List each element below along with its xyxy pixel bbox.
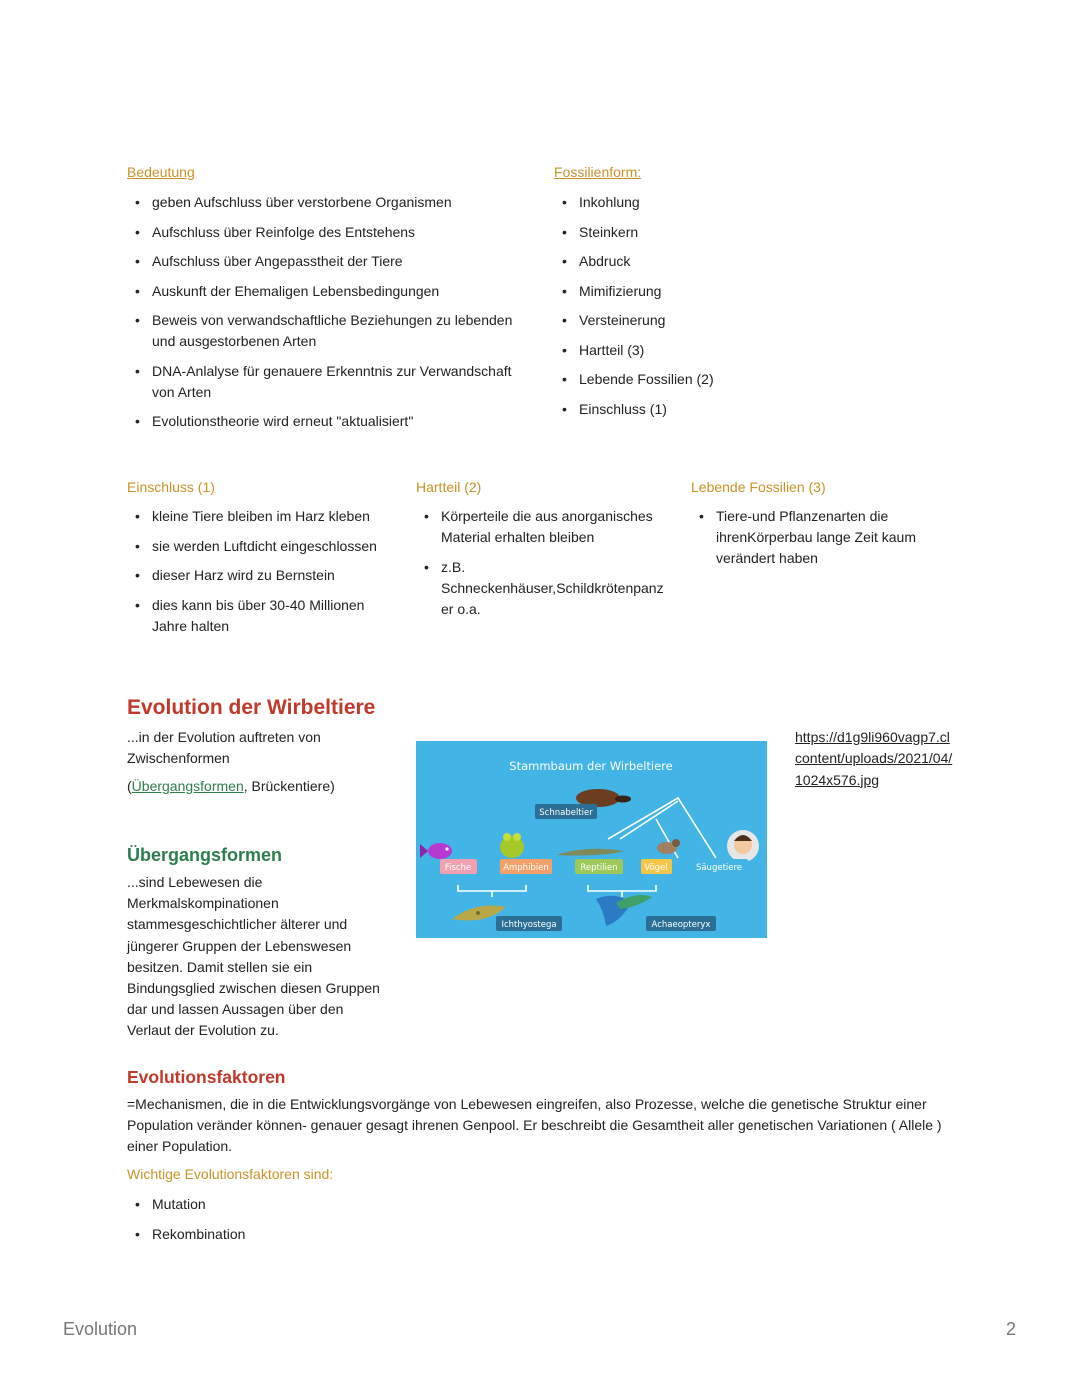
list-item: • Hartteil (3) — [554, 340, 804, 361]
lebende-heading: Lebende Fossilien (3) — [691, 479, 826, 495]
faktoren-subheading: Wichtige Evolutionsfaktoren sind: — [127, 1166, 334, 1182]
list-item: • Lebende Fossilien (2) — [554, 369, 804, 390]
list-item: • Auskunft der Ehemaligen Lebensbedingungen — [127, 281, 537, 302]
list-item: • sie werden Luftdicht eingeschlossen — [127, 536, 387, 557]
bedeutung-list — [127, 192, 537, 441]
wirbeltiere-intro: ...in der Evolution auftreten von Zwischenformen — [127, 729, 321, 767]
list-item: • Rekombination — [127, 1224, 427, 1245]
label-saeugetiere: Säugetiere — [695, 863, 743, 873]
list-item: • dies kann bis über 30-40 Millionen Jahre halten — [127, 595, 387, 637]
label-fische: Fische — [444, 863, 472, 873]
list-item: • z.B. Schneckenhäuser,Schildkrötenpanzer o.a. — [416, 557, 668, 620]
list-item: • Versteinerung — [554, 310, 804, 331]
list-item: • Evolutionstheorie wird erneut "aktualisiert" — [127, 411, 537, 432]
uebergang-title: Übergangsformen — [127, 845, 283, 865]
list-item: • Abdruck — [554, 251, 804, 272]
hartteil-heading: Hartteil (2) — [416, 479, 482, 495]
wirbeltiere-title: Evolution der Wirbeltiere — [127, 696, 376, 719]
label-amphibien: Amphibien — [503, 863, 549, 873]
source-link-line[interactable]: https://d1g9li960vagp7.cl — [795, 729, 950, 745]
label-schnabeltier: Schnabeltier — [539, 808, 593, 818]
list-item: • Mimifizierung — [554, 281, 804, 302]
source-link[interactable] — [795, 727, 953, 791]
frog-icon — [500, 833, 524, 858]
source-link-line[interactable]: 1024x576.jpg — [795, 771, 880, 788]
label-ichthyostega: Ichthyostega — [501, 920, 557, 930]
list-item: • kleine Tiere bleiben im Harz kleben — [127, 506, 387, 527]
list-item: • Mutation — [127, 1194, 427, 1215]
list-item: • Aufschluss über Angepasstheit der Tiere — [127, 251, 537, 272]
uebergangsformen-link[interactable]: Übergangsformen — [131, 778, 244, 794]
list-item: • DNA-Anlalyse für genauere Erkenntnis zur Verwandschaft von Arten — [127, 361, 537, 403]
faktoren-title: Evolutionsfaktoren — [127, 1067, 286, 1087]
label-reptilien: Reptilien — [580, 863, 618, 873]
einschluss-list — [127, 506, 387, 645]
source-link-line[interactable]: content/uploads/2021/04/ — [795, 750, 953, 767]
faktoren-list — [127, 1194, 427, 1253]
label-voegel: Vögel — [644, 863, 668, 873]
list-item: • Körperteile die aus anorganisches Material erhalten bleiben — [416, 506, 668, 548]
uebergang-text: ...sind Lebewesen die Merkmalskompinationen stammesgeschichtlicher älterer und jüngerer Gruppen der Lebenswesen besitzen. Damit stellen sie ein Bindungsglied zwischen diesen Gruppen dar und lassen Aussagen über den Verlaut der Evolution zu. — [127, 874, 380, 1039]
label-achaeopteryx: Achaeopteryx — [651, 920, 711, 930]
list-item: • Beweis von verwandschaftliche Beziehungen zu lebenden und ausgestorbenen Arten — [127, 310, 537, 352]
wirbeltiere-links: (Übergangsformen, Brückentiere) — [127, 778, 335, 794]
hartteil-list — [416, 506, 668, 628]
einschluss-heading: Einschluss (1) — [127, 479, 215, 495]
fossilienform-heading: Fossilienform: — [554, 164, 642, 180]
list-item: • geben Aufschluss über verstorbene Organismen — [127, 192, 537, 213]
diagram-title: Stammbaum der Wirbeltiere — [509, 759, 673, 773]
footer-title: Evolution — [63, 1319, 138, 1339]
bedeutung-heading: Bedeutung — [127, 164, 195, 180]
list-item: • Steinkern — [554, 222, 804, 243]
list-item: • Einschluss (1) — [554, 399, 804, 420]
stammbaum-image — [416, 741, 767, 938]
page-number: 2 — [1006, 1319, 1017, 1339]
list-item: • dieser Harz wird zu Bernstein — [127, 565, 387, 586]
faktoren-text: =Mechanismen, die in die Entwicklungsvorgänge von Lebewesen eingreifen, also Prozesse, welche die genetische Struktur einer Population veränder können- genauer gesagt ihrenen Genpool. Er beschreibt die Gesamtheit aller genetischen Variationen ( Allele ) einer Population. — [127, 1096, 942, 1155]
list-item: • Inkohlung — [554, 192, 804, 213]
list-item: • Tiere-und Pflanzenarten die ihrenKörperbau lange Zeit kaum verändert haben — [691, 506, 926, 569]
fossilienform-list — [554, 192, 804, 428]
list-item: • Aufschluss über Reinfolge des Entstehens — [127, 222, 537, 243]
lebende-list — [691, 506, 926, 578]
human-avatar-icon — [727, 830, 759, 862]
